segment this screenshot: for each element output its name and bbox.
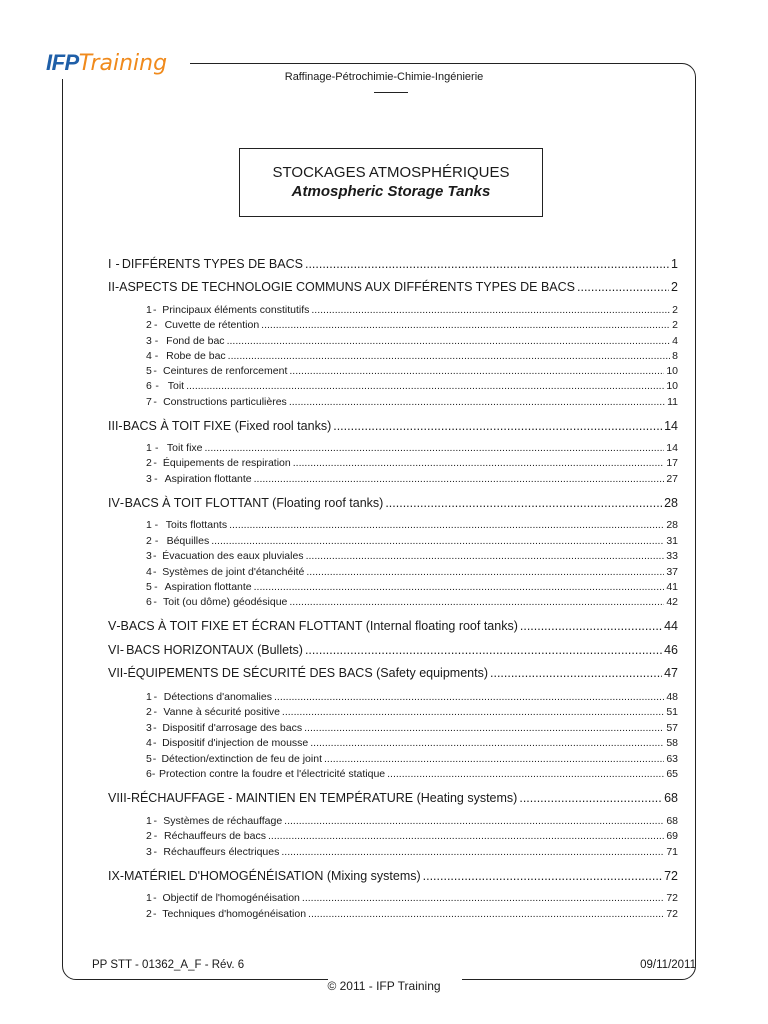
toc-section-entry	[146, 566, 678, 578]
toc-entry-number: 5	[146, 753, 152, 765]
toc-entry-dash: -	[154, 519, 159, 531]
toc-dot-leader	[282, 706, 664, 718]
toc-entry-number: 1	[146, 304, 152, 316]
toc-entry-title: Aspiration flottante	[164, 581, 252, 593]
toc-entry-dash: -	[152, 753, 157, 765]
toc-dot-leader	[423, 869, 662, 883]
toc-entry-title: Objectif de l'homogénéisation	[162, 892, 300, 904]
toc-entry-title: Vanne à sécurité positive	[163, 706, 280, 718]
toc-entry-dash: -	[153, 892, 157, 904]
toc-section-entry	[146, 846, 678, 858]
toc-entry-number: 1	[146, 815, 152, 827]
toc-entry-page: 68	[664, 791, 678, 805]
toc-entry-page: 71	[666, 846, 678, 858]
toc-entry-page: 14	[664, 419, 678, 433]
toc-entry-page: 68	[666, 815, 678, 827]
toc-entry-dash: -	[153, 908, 157, 920]
toc-entry-number: 5	[146, 365, 152, 377]
toc-entry-title: Protection contre la foudre et l'électricité statique	[159, 768, 386, 780]
toc-entry-page: 72	[666, 892, 678, 904]
toc-dot-leader	[229, 519, 664, 531]
title-french: STOCKAGES ATMOSPHÉRIQUES	[272, 164, 510, 181]
toc-chapter-entry	[108, 419, 678, 433]
toc-section-entry	[146, 350, 678, 362]
toc-entry-title: ASPECTS DE TECHNOLOGIE COMMUNS AUX DIFFÉRENTS TYPES DE BACS	[119, 280, 575, 294]
toc-entry-dash: -	[154, 535, 159, 547]
toc-dot-leader	[306, 550, 665, 562]
toc-section-entry	[146, 535, 678, 547]
toc-entry-number: 2	[146, 830, 152, 842]
toc-dot-leader	[293, 457, 665, 469]
toc-entry-title: Toit fixe	[166, 442, 203, 454]
toc-entry-number: 3	[146, 473, 152, 485]
toc-section-entry	[146, 815, 678, 827]
toc-entry-page: 72	[664, 869, 678, 883]
toc-dot-leader	[289, 396, 665, 408]
toc-dot-leader	[254, 581, 665, 593]
toc-entry-number: 3	[146, 335, 152, 347]
toc-section-entry	[146, 304, 678, 316]
toc-entry-dash: -	[153, 457, 157, 469]
toc-entry-title: BACS À TOIT FLOTTANT (Floating roof tanks)	[124, 496, 384, 510]
toc-entry-dash: -	[115, 257, 120, 271]
toc-chapter-entry	[108, 643, 678, 657]
toc-entry-dash: -	[119, 643, 124, 657]
toc-entry-title: MATÉRIEL D'HOMOGÉNÉISATION (Mixing systems)	[124, 869, 421, 883]
toc-entry-dash: -	[153, 396, 157, 408]
toc-dot-leader	[254, 473, 665, 485]
toc-dot-leader	[284, 815, 664, 827]
toc-entry-dash: -	[126, 791, 131, 805]
toc-entry-page: 57	[666, 722, 678, 734]
toc-entry-title: Constructions particulières	[163, 396, 287, 408]
toc-dot-leader	[310, 737, 664, 749]
toc-entry-number: VII	[108, 666, 124, 680]
toc-entry-dash: -	[153, 815, 157, 827]
toc-entry-number: 1	[146, 442, 152, 454]
toc-entry-dash: -	[118, 419, 123, 433]
toc-section-entry	[146, 722, 678, 734]
toc-entry-page: 48	[666, 691, 678, 703]
document-reference: PP STT - 01362_A_F - Rév. 6	[92, 959, 245, 971]
toc-entry-page: 44	[664, 619, 678, 633]
toc-section-entry	[146, 830, 678, 842]
toc-entry-title: BACS À TOIT FIXE ET ÉCRAN FLOTTANT (Internal floating roof tanks)	[120, 619, 518, 633]
toc-entry-page: 42	[666, 596, 678, 608]
toc-entry-number: 6	[146, 380, 152, 392]
toc-entry-page: 51	[666, 706, 678, 718]
header-subtitle: Raffinage-Pétrochimie-Chimie-Ingénierie	[284, 71, 484, 83]
toc-entry-title: BACS À TOIT FIXE (Fixed rool tanks)	[122, 419, 332, 433]
toc-entry-number: 4	[146, 737, 152, 749]
toc-dot-leader	[387, 768, 664, 780]
toc-entry-dash: -	[153, 304, 157, 316]
toc-entry-page: 28	[666, 519, 679, 531]
toc-section-entry	[146, 737, 678, 749]
toc-entry-number: 2	[146, 706, 152, 718]
toc-entry-page: 41	[666, 581, 678, 593]
toc-entry-page: 46	[664, 643, 678, 657]
toc-dot-leader	[289, 365, 664, 377]
toc-entry-dash: -	[151, 768, 156, 780]
toc-entry-page: 2	[672, 319, 678, 331]
toc-entry-dash: -	[154, 335, 159, 347]
toc-entry-number: VIII	[108, 791, 127, 805]
toc-entry-title: Toit (ou dôme) géodésique	[163, 596, 288, 608]
toc-entry-number: 3	[146, 550, 152, 562]
toc-dot-leader	[268, 830, 664, 842]
toc-entry-title: Ceintures de renforcement	[163, 365, 288, 377]
toc-dot-leader	[261, 319, 670, 331]
toc-entry-number: I	[108, 257, 112, 271]
toc-section-entry	[146, 753, 678, 765]
toc-chapter-entry	[108, 280, 678, 294]
toc-entry-title: BACS HORIZONTAUX (Bullets)	[126, 643, 303, 657]
toc-entry-page: 8	[672, 350, 679, 362]
toc-entry-title: ÉQUIPEMENTS DE SÉCURITÉ DES BACS (Safety equipments)	[127, 666, 488, 680]
toc-section-entry	[146, 892, 678, 904]
toc-dot-leader	[333, 419, 662, 433]
toc-dot-leader	[324, 753, 664, 765]
toc-entry-dash: -	[153, 550, 157, 562]
toc-entry-page: 33	[666, 550, 678, 562]
toc-section-entry	[146, 365, 678, 377]
toc-section-entry	[146, 519, 678, 531]
toc-section-entry	[146, 768, 678, 780]
toc-chapter-entry	[108, 619, 678, 633]
toc-entry-title: Détection/extinction de feu de joint	[161, 753, 322, 765]
toc-entry-page: 69	[666, 830, 678, 842]
toc-entry-page: 11	[667, 396, 678, 408]
toc-chapter-entry	[108, 257, 678, 271]
toc-entry-number: 2	[146, 319, 152, 331]
toc-entry-number: IV	[108, 496, 120, 510]
toc-entry-dash: -	[152, 737, 157, 749]
toc-entry-number: 6	[146, 596, 152, 608]
toc-entry-title: Systèmes de réchauffage	[163, 815, 283, 827]
toc-entry-number: VI	[108, 643, 120, 657]
toc-entry-page: 72	[666, 908, 678, 920]
toc-entry-title: Toits flottants	[165, 519, 228, 531]
toc-dot-leader	[305, 643, 662, 657]
toc-chapter-entry	[108, 666, 678, 680]
toc-section-entry	[146, 380, 678, 392]
toc-entry-title: Dispositif d'injection de mousse	[162, 737, 309, 749]
toc-chapter-entry	[108, 791, 678, 805]
toc-section-entry	[146, 442, 678, 454]
toc-entry-number: 4	[146, 566, 152, 578]
toc-entry-dash: -	[155, 380, 159, 392]
toc-entry-title: Évacuation des eaux pluviales	[162, 550, 304, 562]
toc-entry-page: 28	[664, 496, 678, 510]
toc-dot-leader	[305, 257, 669, 271]
toc-entry-dash: -	[155, 442, 159, 454]
toc-entry-page: 10	[666, 380, 679, 392]
toc-entry-title: Aspiration flottante	[164, 473, 252, 485]
toc-section-entry	[146, 396, 678, 408]
toc-dot-leader	[281, 846, 664, 858]
toc-section-entry	[146, 691, 678, 703]
toc-entry-dash: -	[153, 846, 158, 858]
document-date: 09/11/2011	[640, 959, 696, 971]
toc-entry-title: RÉCHAUFFAGE - MAINTIEN EN TEMPÉRATURE (Heating systems)	[130, 791, 518, 805]
toc-entry-number: 2	[146, 457, 152, 469]
toc-section-entry	[146, 550, 678, 562]
toc-entry-page: 47	[664, 666, 678, 680]
toc-chapter-entry	[108, 869, 678, 883]
toc-entry-title: Techniques d'homogénéisation	[162, 908, 307, 920]
toc-entry-dash: -	[154, 473, 158, 485]
toc-chapter-entry	[108, 496, 678, 510]
toc-entry-page: 2	[672, 304, 678, 316]
toc-dot-leader	[186, 380, 664, 392]
toc-entry-number: 1	[146, 892, 152, 904]
toc-entry-dash: -	[123, 666, 128, 680]
toc-entry-number: 4	[146, 350, 152, 362]
toc-dot-leader	[205, 442, 665, 454]
toc-entry-page: 4	[672, 335, 678, 347]
toc-entry-number: 5	[146, 581, 152, 593]
toc-entry-number: 3	[146, 722, 152, 734]
toc-dot-leader	[519, 791, 662, 805]
toc-entry-number: V	[108, 619, 117, 633]
toc-entry-dash: -	[153, 706, 158, 718]
toc-entry-dash: -	[153, 365, 157, 377]
toc-section-entry	[146, 581, 678, 593]
toc-entry-page: 27	[666, 473, 678, 485]
toc-dot-leader	[228, 350, 671, 362]
toc-dot-leader	[308, 908, 664, 920]
toc-entry-dash: -	[153, 566, 157, 578]
toc-entry-dash: -	[153, 596, 157, 608]
toc-dot-leader	[211, 535, 664, 547]
toc-dot-leader	[490, 666, 662, 680]
toc-entry-page: 37	[666, 566, 678, 578]
toc-entry-title: Systèmes de joint d'étanchéité	[162, 566, 305, 578]
toc-entry-page: 1	[671, 257, 678, 271]
logo-training-text: Training	[78, 51, 168, 76]
logo-ifp-text: IFP	[46, 50, 79, 75]
toc-dot-leader	[306, 566, 664, 578]
toc-entry-dash: -	[116, 619, 121, 633]
toc-dot-leader	[289, 596, 664, 608]
toc-entry-page: 14	[666, 442, 678, 454]
toc-entry-dash: -	[154, 581, 158, 593]
toc-entry-number: 1	[146, 519, 152, 531]
toc-entry-number: II	[108, 280, 115, 294]
toc-entry-number: IX	[108, 869, 120, 883]
toc-entry-page: 58	[666, 737, 678, 749]
toc-dot-leader	[302, 892, 664, 904]
toc-entry-page: 10	[666, 365, 678, 377]
toc-entry-title: Réchauffeurs de bacs	[164, 830, 266, 842]
toc-dot-leader	[274, 691, 664, 703]
toc-entry-title: Détections d'anomalies	[163, 691, 272, 703]
toc-dot-leader	[385, 496, 662, 510]
toc-dot-leader	[227, 335, 671, 347]
toc-entry-title: Principaux éléments constitutifs	[162, 304, 310, 316]
title-english: Atmospheric Storage Tanks	[291, 183, 491, 200]
toc-section-entry	[146, 908, 678, 920]
toc-entry-dash: -	[153, 722, 157, 734]
toc-entry-number: 1	[146, 691, 152, 703]
toc-entry-title: Fond de bac	[166, 335, 225, 347]
toc-entry-title: Réchauffeurs électriques	[163, 846, 280, 858]
toc-entry-number: 6	[146, 768, 152, 780]
toc-entry-page: 63	[666, 753, 678, 765]
toc-entry-dash: -	[153, 691, 158, 703]
toc-entry-title: DIFFÉRENTS TYPES DE BACS	[121, 257, 303, 271]
toc-entry-title: Cuvette de rétention	[164, 319, 260, 331]
toc-dot-leader	[311, 304, 670, 316]
toc-entry-page: 65	[666, 768, 678, 780]
toc-section-entry	[146, 457, 678, 469]
toc-dot-leader	[304, 722, 664, 734]
toc-entry-dash: -	[154, 319, 158, 331]
toc-dot-leader	[577, 280, 669, 294]
title-box	[239, 148, 543, 217]
toc-section-entry	[146, 473, 678, 485]
toc-entry-number: 7	[146, 396, 152, 408]
toc-entry-dash: -	[154, 350, 159, 362]
toc-entry-dash: -	[119, 869, 124, 883]
toc-entry-title: Équipements de respiration	[162, 457, 291, 469]
toc-entry-dash: -	[153, 830, 158, 842]
toc-entry-number: 3	[146, 846, 152, 858]
toc-entry-number: III	[108, 419, 119, 433]
toc-section-entry	[146, 596, 678, 608]
toc-entry-page: 31	[666, 535, 678, 547]
toc-entry-dash: -	[119, 496, 124, 510]
toc-section-entry	[146, 335, 678, 347]
toc-entry-title: Toit	[167, 380, 185, 392]
toc-entry-number: 2	[146, 908, 152, 920]
copyright-notice: © 2011 - IFP Training	[327, 979, 441, 993]
toc-entry-page: 2	[671, 280, 678, 294]
toc-section-entry	[146, 706, 678, 718]
toc-dot-leader	[520, 619, 662, 633]
toc-section-entry	[146, 319, 678, 331]
toc-entry-title: Dispositif d'arrosage des bacs	[162, 722, 303, 734]
toc-entry-title: Robe de bac	[166, 350, 226, 362]
toc-entry-title: Béquilles	[166, 535, 210, 547]
toc-entry-page: 17	[666, 457, 679, 469]
toc-entry-number: 2	[146, 535, 152, 547]
toc-entry-dash: -	[114, 280, 120, 294]
subtitle-underline	[374, 92, 408, 93]
